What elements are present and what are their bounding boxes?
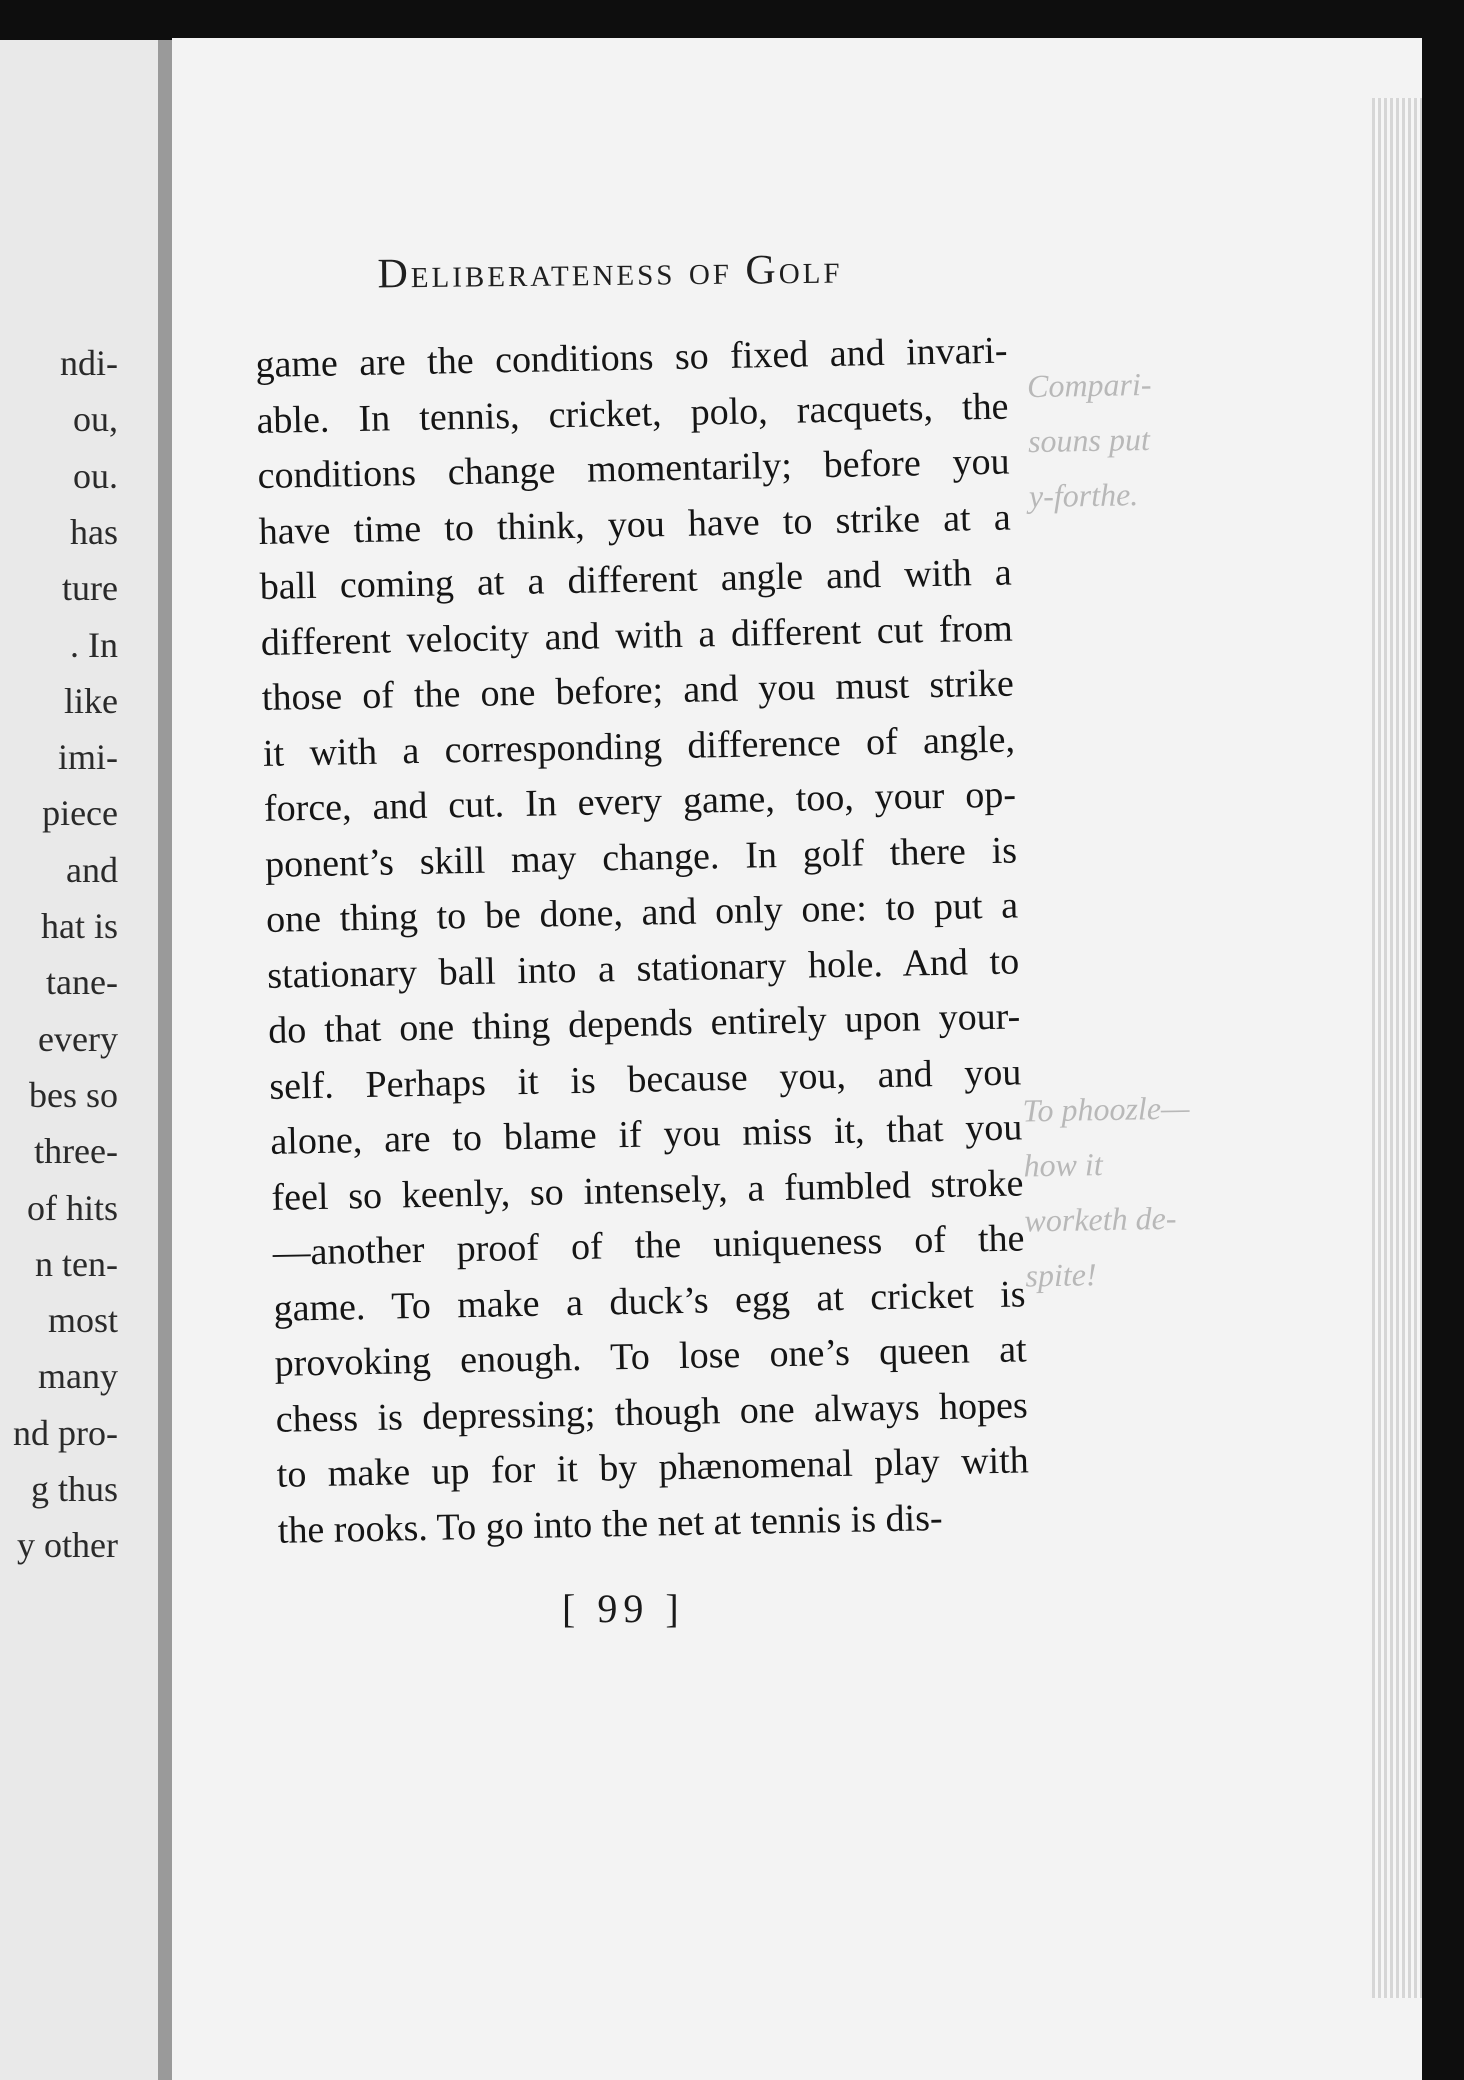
body-line: do that one thing depends entirely upon your-	[267, 995, 1021, 1052]
running-head: Deliberateness of Golf	[377, 246, 843, 298]
marginal-note-1	[1027, 357, 1154, 524]
left-page-line: bes so	[29, 1074, 118, 1115]
body-line: stationary ball into a stationary hole. And to	[266, 939, 1020, 997]
left-page-line: tane-	[46, 962, 118, 1003]
page-number: [ 99 ]	[562, 1586, 685, 1631]
body-line: ball coming at a different angle and with a	[259, 551, 1013, 608]
body-line: alone, are to blame if you miss it, that you	[270, 1106, 1023, 1163]
left-page-line: ou,	[73, 399, 118, 440]
book-gutter	[158, 40, 172, 2080]
marginal-note-line: how it	[1023, 1146, 1103, 1184]
body-line: one thing to be done, and only one: to put a	[265, 884, 1019, 941]
left-page-line: hat is	[41, 906, 118, 946]
left-page-line: g thus	[30, 1469, 118, 1509]
body-line: force, and cut. In every game, too, your op-	[263, 773, 1017, 830]
body-line: have time to think, you have to strike at a	[258, 496, 1011, 553]
body-line: the rooks. To go into the net at tennis is dis-	[277, 1496, 943, 1552]
body-line: different velocity and with a different cut from	[260, 607, 1014, 664]
left-page-line: like	[64, 680, 118, 721]
left-page-line: has	[70, 511, 118, 552]
left-page-line: ndi-	[60, 343, 118, 383]
marginal-note-2	[1022, 1081, 1193, 1304]
left-page-line: nd pro-	[13, 1412, 118, 1453]
body-line: —another proof of the uniqueness of the	[272, 1217, 1025, 1274]
body-line: chess is depressing; though one always hopes	[275, 1383, 1029, 1441]
left-page-line: n ten-	[35, 1243, 118, 1284]
left-page-line: three-	[34, 1131, 118, 1172]
body-line: ponent’s skill may change. In golf there is	[264, 828, 1018, 886]
left-page-line: of hits	[26, 1187, 118, 1228]
body-line: those of the one before; and you must strike	[261, 662, 1015, 719]
body-line: able. In tennis, cricket, polo, racquets, the	[256, 385, 1009, 442]
body-line: conditions change momentarily; before you	[257, 440, 1010, 497]
body-line: game are the conditions so fixed and invari-	[255, 329, 1008, 386]
page-edges	[1372, 98, 1422, 1998]
body-line: feel so keenly, so intensely, a fumbled stroke	[271, 1161, 1024, 1219]
body-line: self. Perhaps it is because you, and you	[268, 1050, 1022, 1108]
left-page-line: piece	[42, 793, 118, 834]
left-page-line: and	[66, 849, 118, 890]
body-line: it with a corresponding difference of angle,	[262, 717, 1016, 775]
body-line: game. To make a duck’s egg at cricket is	[273, 1272, 1026, 1330]
left-page-line: imi-	[58, 737, 118, 778]
marginal-note-line: Compari-	[1026, 365, 1152, 405]
marginal-note-line: worketh de-	[1024, 1199, 1177, 1239]
body-line: to make up for it by phænomenal play with	[276, 1439, 1030, 1496]
body-text	[255, 324, 1030, 1559]
left-page-line: most	[47, 1300, 118, 1341]
left-page-line: many	[38, 1356, 118, 1397]
marginal-note-line: y-forthe.	[1028, 476, 1139, 515]
marginal-note-line: To phoozle—	[1022, 1089, 1190, 1129]
left-page-line: y other	[17, 1525, 118, 1566]
marginal-note-line: spite!	[1025, 1256, 1097, 1294]
left-page-line: every	[38, 1018, 118, 1059]
marginal-note-line: souns put	[1027, 420, 1151, 460]
left-page-line: ture	[62, 568, 118, 609]
body-line: provoking enough. To lose one’s queen at	[274, 1328, 1027, 1385]
left-page-line: . In	[70, 624, 118, 665]
left-page-line: ou.	[73, 455, 118, 496]
left-page	[0, 40, 161, 2080]
